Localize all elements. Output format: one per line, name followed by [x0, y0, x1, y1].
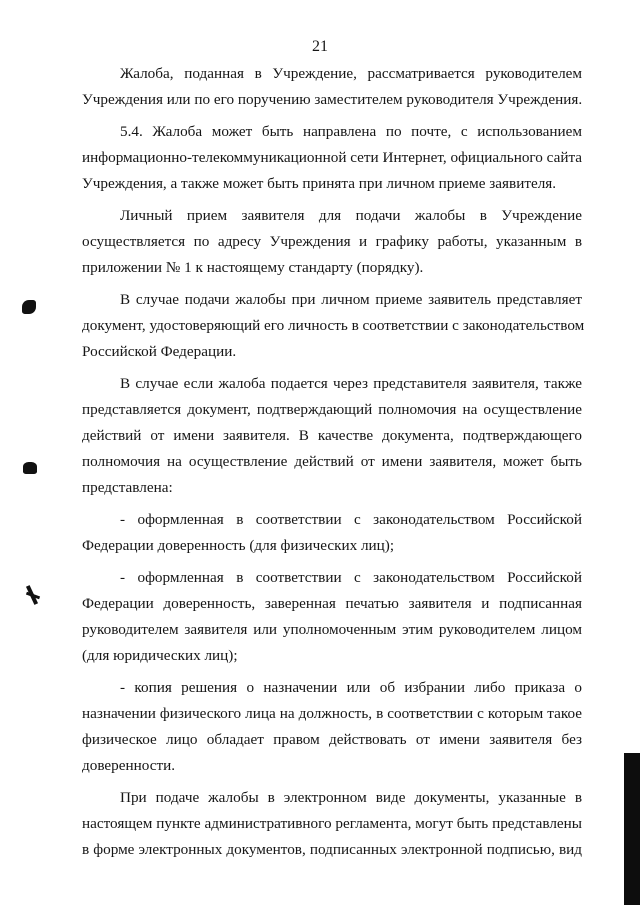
paragraph-section-5-4	[82, 119, 582, 197]
text-line: Личный прием заявителя для подачи жалобы в Учреждение	[120, 207, 582, 224]
paragraph-complaint-review	[82, 61, 582, 113]
list-item-individuals	[82, 507, 582, 559]
paragraph-representative	[82, 371, 582, 501]
punch-hole-mark	[23, 462, 37, 474]
text-line: В случае если жалоба подается через представителя заявителя, также	[120, 375, 582, 392]
text-line: полномочия на осуществление действий от имени заявителя, может быть	[82, 453, 582, 470]
text-line: Российской Федерации.	[82, 343, 237, 360]
text-line: физическое лицо обладает правом действовать от имени заявителя без	[82, 731, 582, 748]
text-line: доверенности.	[82, 757, 176, 774]
paragraph-personal-reception	[82, 203, 582, 281]
text-line: в форме электронных документов, подписанных электронной подписью, вид	[82, 841, 582, 858]
text-line: Федерации доверенность, заверенная печатью заявителя и подписанная	[82, 595, 582, 612]
text-line: назначении физического лица на должность, в соответствии с которым такое	[82, 705, 582, 722]
document-body	[82, 61, 585, 863]
text-line: представлена:	[82, 479, 173, 496]
text-line: При подаче жалобы в электронном виде документы, указанные в	[120, 789, 582, 806]
text-line: представляется документ, подтверждающий полномочия на осуществление	[82, 401, 582, 418]
punch-hole-mark	[22, 300, 36, 314]
list-item-appointment-copy	[82, 675, 582, 779]
text-line: приложении № 1 к настоящему стандарту (порядку).	[82, 259, 424, 276]
list-item-legal-entities	[82, 565, 582, 669]
paragraph-electronic-submission	[82, 785, 582, 863]
paragraph-identity-document	[82, 287, 585, 365]
text-line: действий от имени заявителя. В качестве документа, подтверждающего	[82, 427, 582, 444]
text-line: В случае подачи жалобы при личном приеме заявитель представляет	[120, 291, 582, 308]
text-line: руководителем заявителя или уполномоченным этим руководителем лицом	[82, 621, 582, 638]
text-line: осуществляется по адресу Учреждения и графику работы, указанным в	[82, 233, 582, 250]
text-line: настоящем пункте административного регламента, могут быть представлены	[82, 815, 582, 832]
text-line: информационно-телекоммуникационной сети Интернет, официального сайта	[82, 149, 583, 166]
text-line: Жалоба, поданная в Учреждение, рассматривается руководителем	[120, 65, 582, 82]
text-line: (для юридических лиц);	[82, 647, 238, 664]
text-line: 5.4. Жалоба может быть направлена по почте, с использованием	[120, 123, 582, 140]
text-line: - оформленная в соответствии с законодательством Российской	[120, 511, 582, 528]
text-line: документ, удостоверяющий его личность в соответствии с законодательством	[82, 317, 585, 334]
text-line: Федерации доверенность (для физических лиц);	[82, 537, 395, 554]
text-line: Учреждения или по его поручению заместителем руководителя Учреждения.	[82, 91, 583, 108]
text-line: - копия решения о назначении или об избрании либо приказа о	[120, 679, 582, 696]
text-line: - оформленная в соответствии с законодательством Российской	[120, 569, 582, 586]
page-number: 21	[312, 38, 328, 55]
scan-edge-bar	[624, 753, 640, 905]
text-line: Учреждения, а также может быть принята при личном приеме заявителя.	[82, 175, 557, 192]
